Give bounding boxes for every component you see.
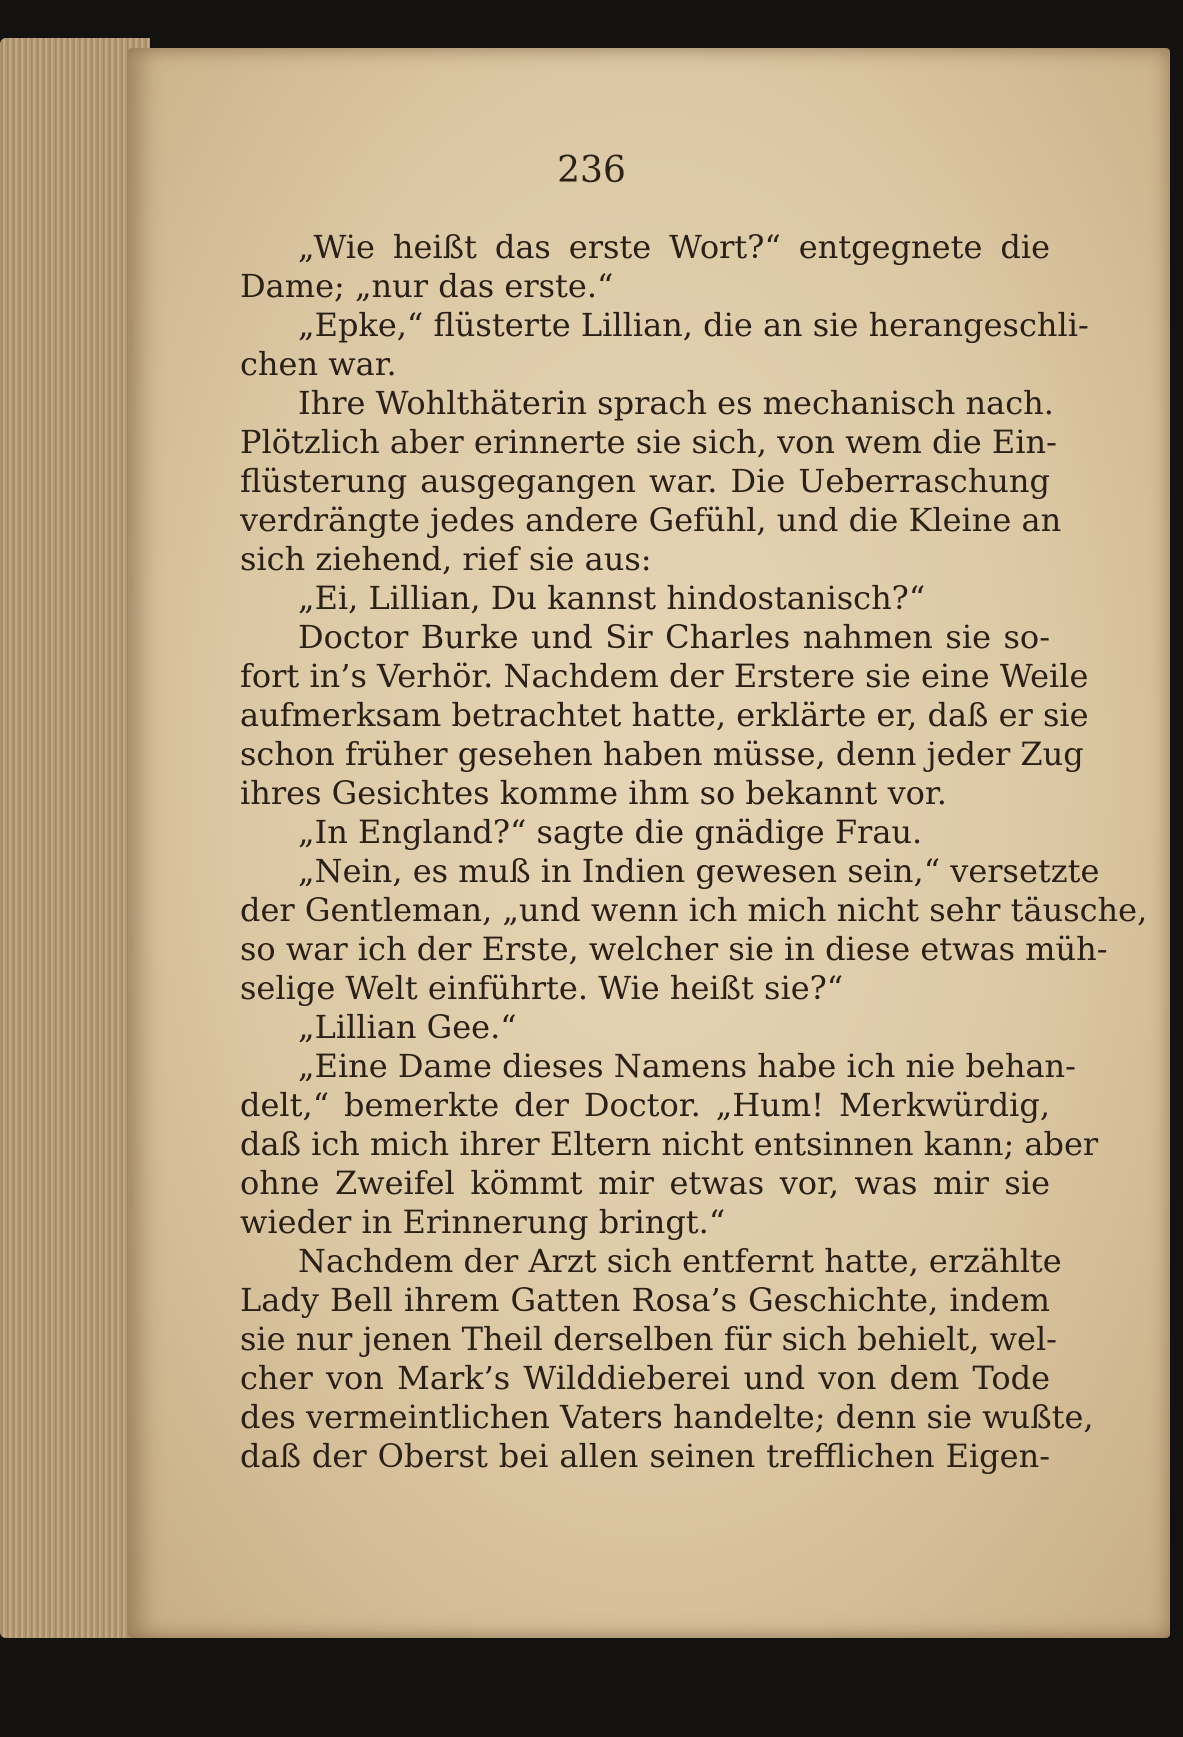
text-line: daß ich mich ihrer Eltern nicht entsinnen kann; aber [240,1125,1099,1163]
text-line: Plötzlich aber erinnerte sie sich, von wem die Ein- [240,423,1057,461]
text-line: schon früher gesehen haben müsse, denn jeder Zug [240,735,1084,773]
text-line: verdrängte jedes andere Gefühl, und die Kleine an [240,501,1062,539]
text-line: cher von Mark’s Wilddieberei und von dem Tode [240,1359,1050,1397]
text-line: selige Welt einführte. Wie heißt sie?“ [240,969,844,1007]
body-text [240,228,1148,1476]
text-line: daß der Oberst bei allen seinen trefflichen Eigen- [240,1437,1050,1475]
text-line: „Lillian Gee.“ [298,1008,517,1046]
page-number: 236 [557,150,626,191]
text-line: der Gentleman, „und wenn ich mich nicht sehr täusche, [240,891,1148,929]
text-line: Ihre Wohlthäterin sprach es mechanisch nach. [298,384,1054,422]
text-line: Lady Bell ihrem Gatten Rosa’s Geschichte, indem [240,1281,1050,1319]
text-line: Dame; „nur das erste.“ [240,267,614,305]
text-line: sich ziehend, rief sie aus: [240,540,652,578]
text-line: chen war. [240,345,397,383]
text-line: ohne Zweifel kömmt mir etwas vor, was mir sie [240,1164,1050,1202]
text-line: flüsterung ausgegangen war. Die Ueberraschung [240,462,1050,500]
text-line: ihres Gesichtes komme ihm so bekannt vor. [240,774,947,812]
text-line: Doctor Burke und Sir Charles nahmen sie so- [298,618,1050,656]
text-line: fort in’s Verhör. Nachdem der Erstere sie eine Weile [240,657,1089,695]
text-line: des vermeintlichen Vaters handelte; denn sie wußte, [240,1398,1094,1436]
text-line: delt,“ bemerkte der Doctor. „Hum! Merkwürdig, [240,1086,1050,1124]
text-line: „Eine Dame dieses Namens habe ich nie behan- [298,1047,1076,1085]
text-line: wieder in Erinnerung bringt.“ [240,1203,726,1241]
text-line: „In England?“ sagte die gnädige Frau. [298,813,923,851]
text-line: Nachdem der Arzt sich entfernt hatte, erzählte [298,1242,1062,1280]
text-line: „Nein, es muß in Indien gewesen sein,“ versetzte [298,852,1100,890]
text-line: aufmerksam betrachtet hatte, erklärte er, daß er sie [240,696,1089,734]
text-line: „Wie heißt das erste Wort?“ entgegnete die [298,228,1050,266]
text-line: sie nur jenen Theil derselben für sich behielt, wel- [240,1320,1057,1358]
text-line: „Ei, Lillian, Du kannst hindostanisch?“ [298,579,926,617]
text-line: so war ich der Erste, welcher sie in diese etwas müh- [240,930,1108,968]
text-line: „Epke,“ flüsterte Lillian, die an sie herangeschli- [298,306,1089,344]
